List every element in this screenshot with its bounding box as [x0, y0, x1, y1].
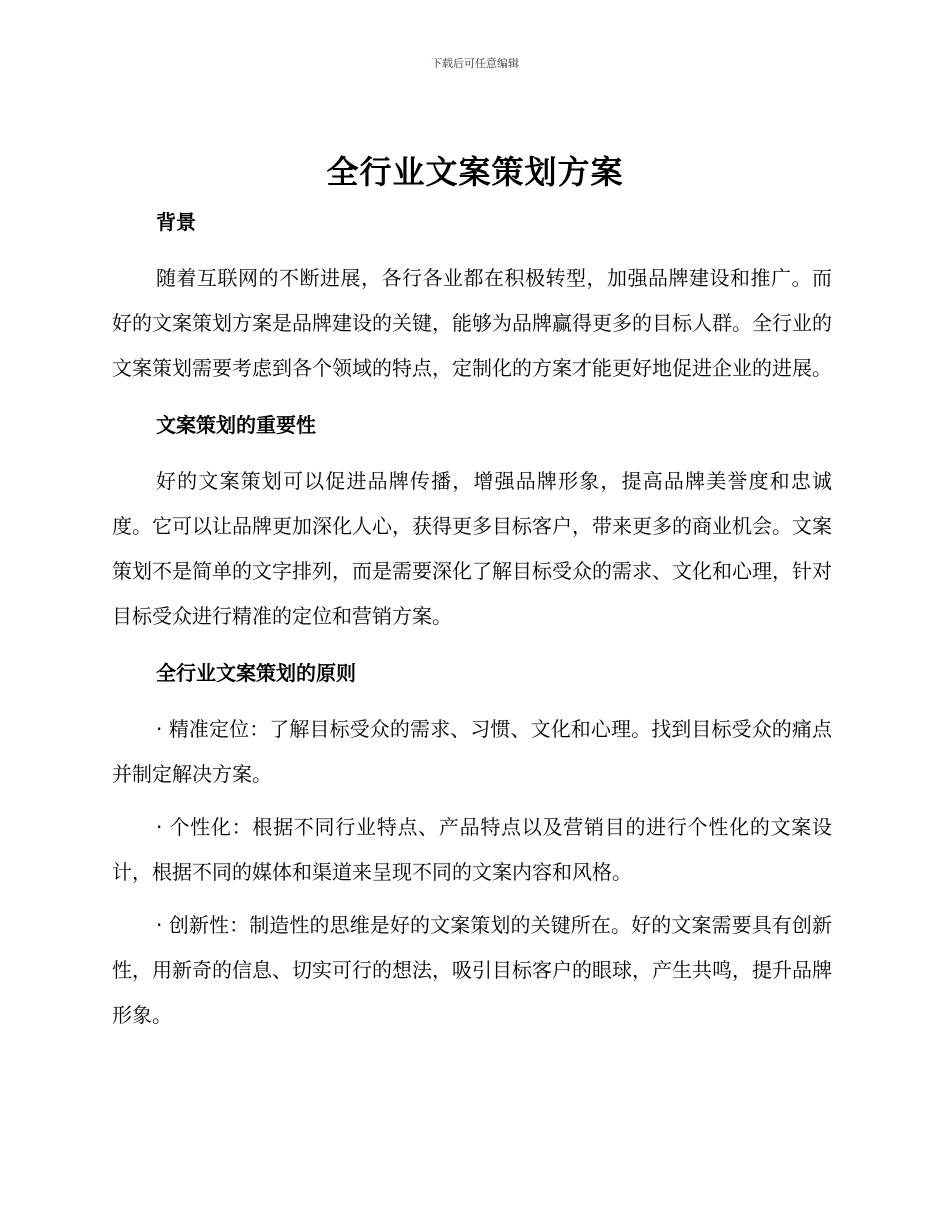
section-heading: 文案策划的重要性: [156, 413, 316, 437]
list-item-personalization: · 个性化：根据不同行业特点、产品特点以及营销目的进行个性化的文案设计，根据不同的媒体和渠道来呈现不同的文案内容和风格。: [112, 815, 832, 884]
paragraph: 随着互联网的不断进展，各行各业都在积极转型，加强品牌建设和推广。而好的文案策划方案是品牌建设的关键，能够为品牌赢得更多的目标人群。全行业的文案策划需要考虑到各个领域的特点，定制化的方案才能更好地促进企业的进展。: [112, 266, 832, 380]
document-body: [112, 200, 832, 1038]
list-item-innovation: · 创新性：制造性的思维是好的文案策划的关键所在。好的文案需要具有创新性，用新奇的信息、切实可行的想法，吸引目标客户的眼球，产生共鸣，提升品牌形象。: [112, 913, 832, 1027]
section-heading: 全行业文案策划的原则: [156, 661, 356, 685]
section-background: [112, 200, 832, 391]
document-title: 全行业文案策划方案: [326, 153, 624, 191]
paragraph: 好的文案策划可以促进品牌传播，增强品牌形象，提高品牌美誉度和忠诚度。它可以让品牌更加深化人心，获得更多目标客户，带来更多的商业机会。文案策划不是简单的文字排列，而是需要深化了解目标受众的需求、文化和心理，针对目标受众进行精准的定位和营销方案。: [112, 469, 832, 628]
section-principles: [112, 651, 832, 1038]
header-note: 下载后可任意编辑: [431, 57, 519, 70]
list-item-precise-positioning: · 精准定位：了解目标受众的需求、习惯、文化和心理。找到目标受众的痛点并制定解决方案。: [112, 717, 832, 786]
section-heading: 背景: [156, 210, 196, 234]
section-importance: [112, 403, 832, 639]
